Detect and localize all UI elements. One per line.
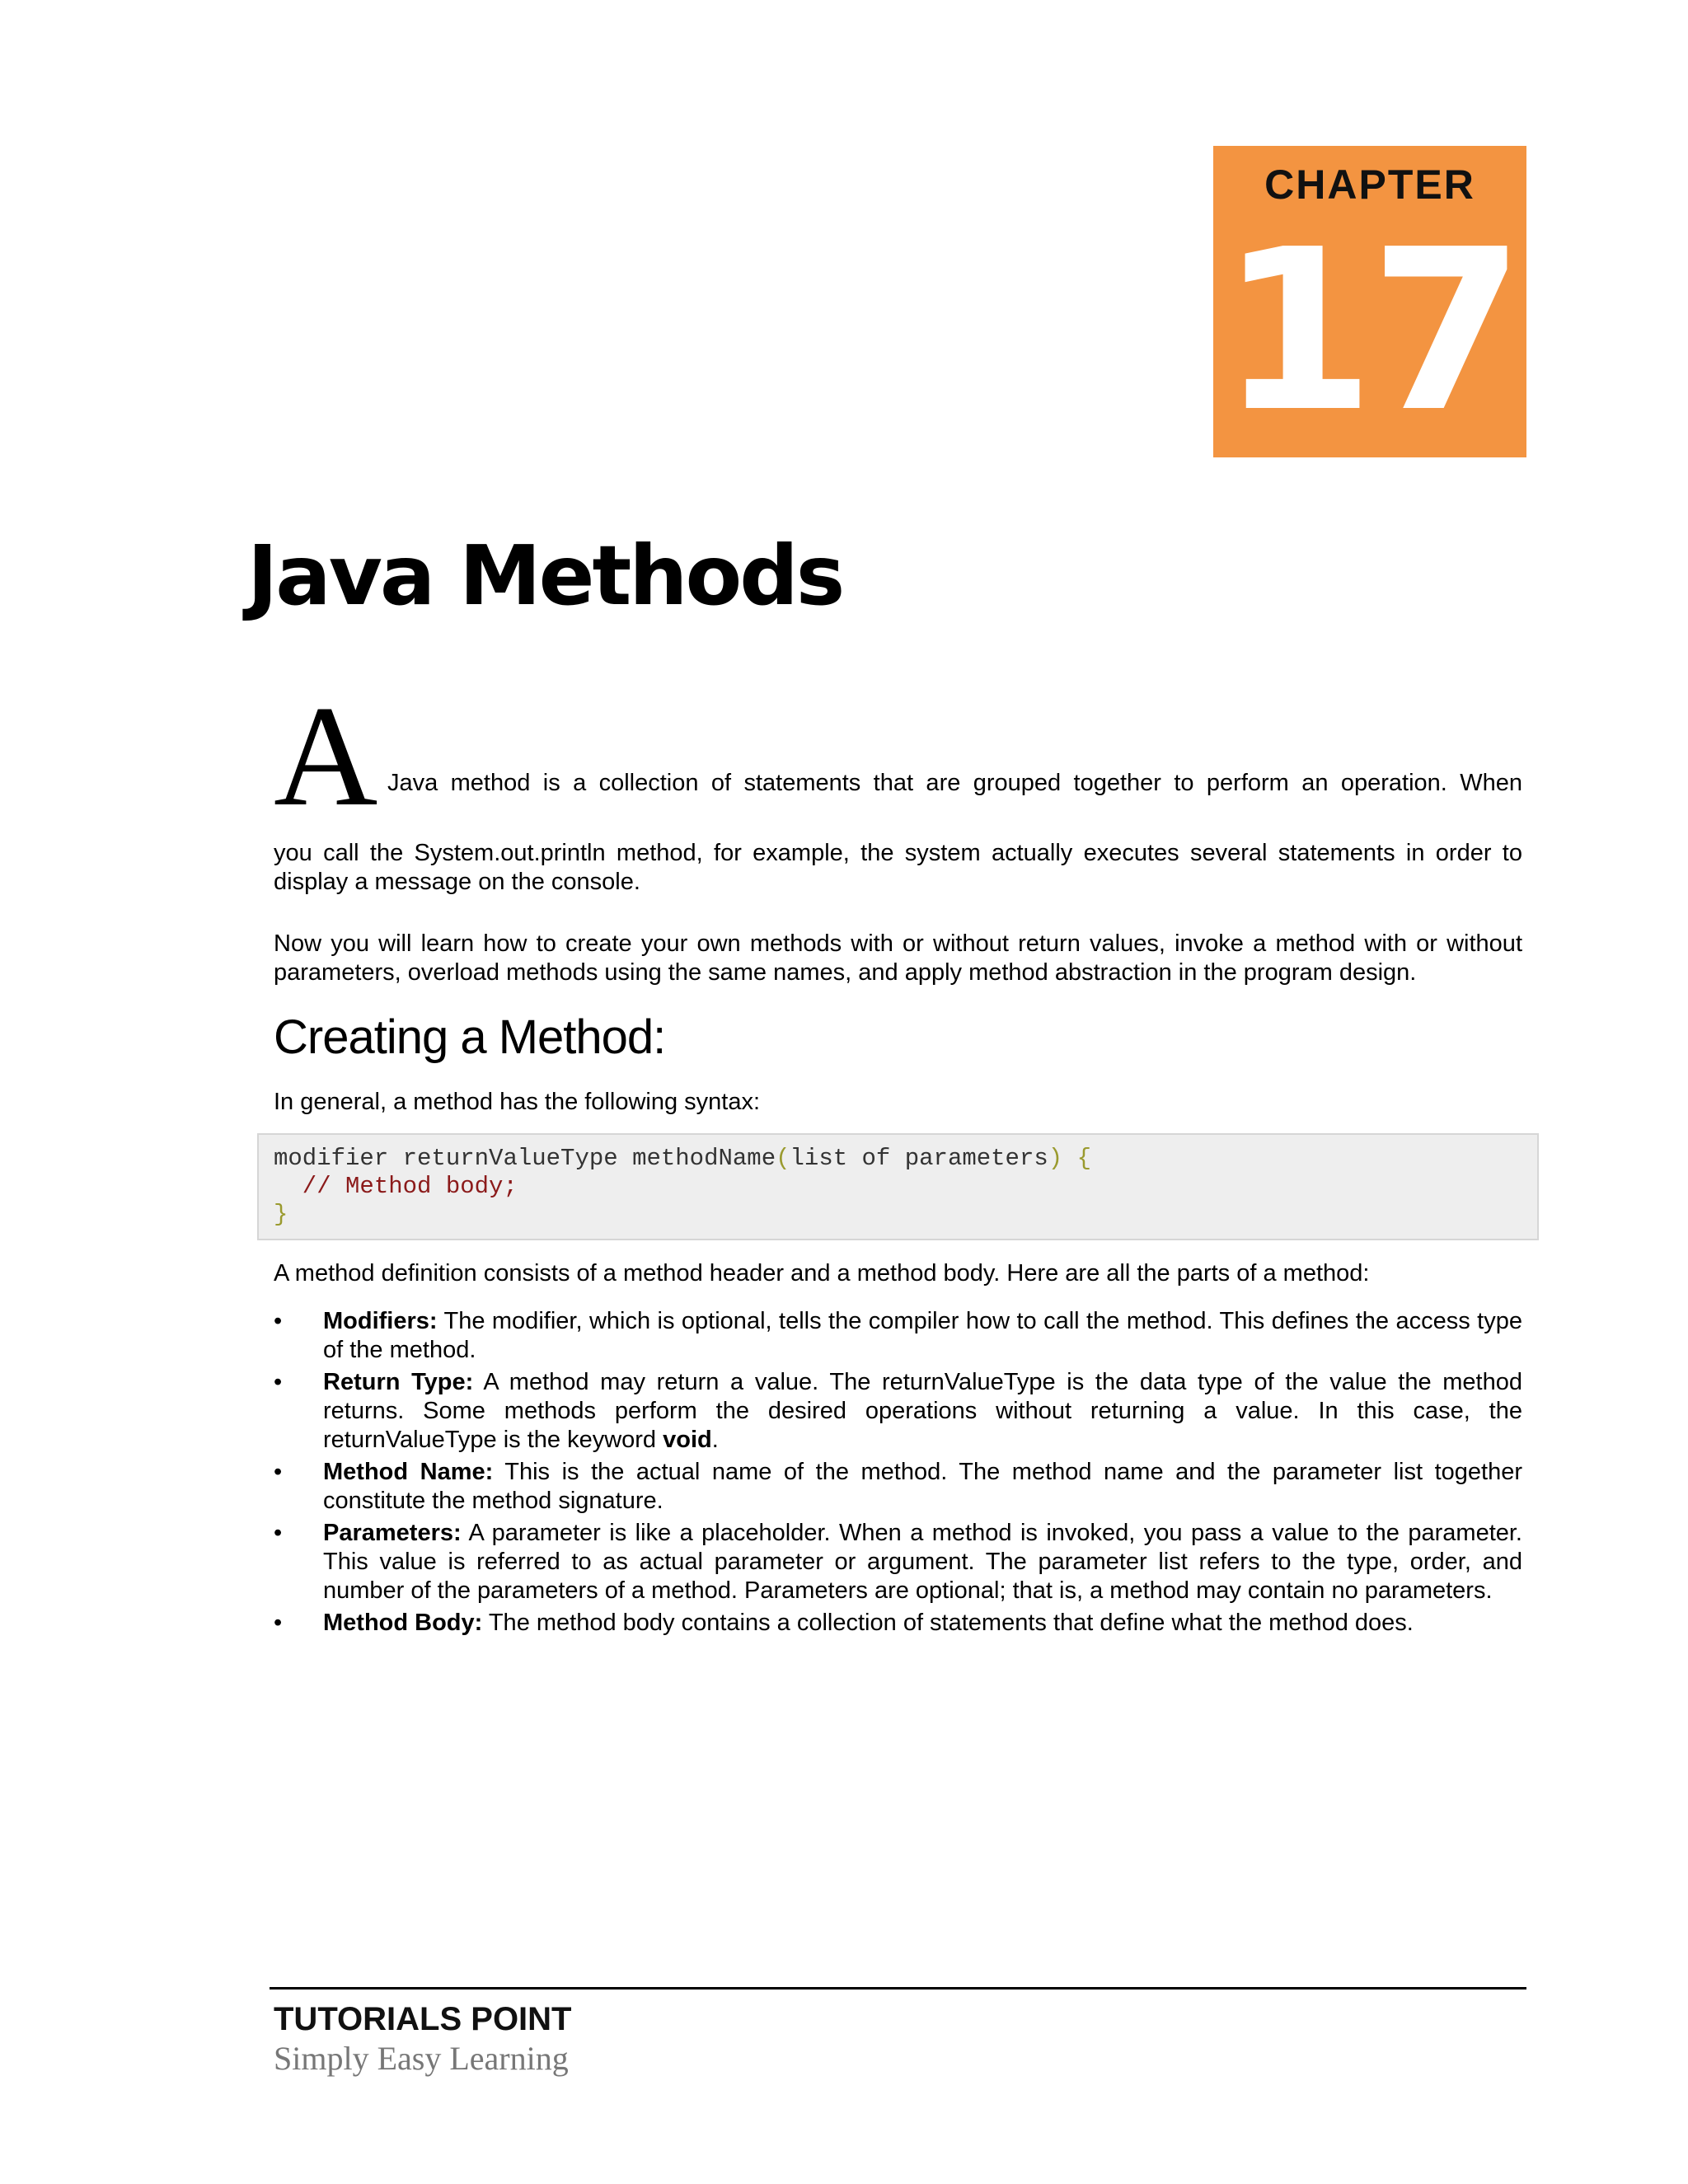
list-item-method-name — [274, 1458, 1522, 1516]
list-item-parameters — [274, 1519, 1522, 1605]
code-brace-close: } — [274, 1201, 288, 1228]
definition-intro: A method definition consists of a method header and a method body. Here are all the parts of a method: — [274, 1260, 1370, 1286]
desc-parameters: A parameter is like a placeholder. When a method is invoked, you pass a value to the parameter. This value is referred to as actual parameter or argument. The parameter list refers to the type, order, and number of the parameters of a method. Parameters are optional; that is, a method may contain no parameters. — [323, 1520, 1522, 1604]
code-paren-open: ( — [776, 1145, 790, 1172]
term-method-name: Method Name: — [323, 1459, 494, 1485]
chapter-label: CHAPTER — [1264, 162, 1475, 208]
bullet: • — [274, 1369, 283, 1395]
desc-return-type: A method may return a value. The returnValueType is the data type of the value the method returns. Some methods perform the desired operations without returning a value. In this case, the returnValueType is the keyword — [323, 1369, 1523, 1453]
footer-tagline: Simply Easy Learning — [274, 2040, 569, 2077]
list-item-return-type — [274, 1368, 1522, 1455]
bullet: • — [274, 1520, 283, 1546]
keyword-void: void — [663, 1427, 712, 1453]
page-title: Java Methods — [247, 527, 843, 624]
section-heading: Creating a Method: — [274, 1010, 666, 1064]
term-modifiers: Modifiers: — [323, 1308, 438, 1334]
bullet: • — [274, 1459, 283, 1485]
list-item-method-body — [274, 1609, 1522, 1638]
chapter-number: 17 — [1220, 201, 1520, 461]
desc-method-body: The method body contains a collection of statements that define what the method does. — [482, 1610, 1414, 1636]
code-comment: // Method body; — [274, 1173, 518, 1200]
chapter-badge — [1213, 146, 1526, 461]
code-paren-close: ) { — [1048, 1145, 1091, 1172]
method-parts-list — [274, 1307, 1522, 1641]
intro-paragraph-2: Now you will learn how to create your own methods with or without return values, invoke a method with or without parameters, overload methods using the same names, and apply method abstraction in the program design. — [274, 930, 1522, 986]
code-params: list of parameters — [790, 1145, 1048, 1172]
footer-brand: TUTORIALS POINT — [274, 2001, 572, 2037]
list-item-modifiers — [274, 1307, 1522, 1365]
term-method-body: Method Body: — [323, 1610, 483, 1636]
term-parameters: Parameters: — [323, 1520, 462, 1546]
desc-return-type-tail: . — [711, 1427, 719, 1453]
desc-modifiers: The modifier, which is optional, tells the compiler how to call the method. This defines the access type of the method. — [323, 1308, 1522, 1363]
bullet: • — [274, 1308, 283, 1334]
drop-cap: A — [274, 676, 378, 836]
footer-divider — [270, 1987, 1526, 1990]
code-signature: modifier returnValueType methodName — [274, 1145, 776, 1172]
intro-first-line: Java method is a collection of statements that are grouped together to perform an operation. When — [387, 770, 1522, 796]
term-return-type: Return Type: — [323, 1369, 474, 1395]
bullet: • — [274, 1610, 283, 1636]
syntax-intro: In general, a method has the following syntax: — [274, 1089, 761, 1115]
intro-paragraph-continued: you call the System.out.println method, for example, the system actually executes several statements in order to display a message on the console. — [274, 840, 1522, 895]
desc-method-name: This is the actual name of the method. The method name and the parameter list together constitute the method signature. — [323, 1459, 1522, 1514]
code-block — [257, 1133, 1539, 1240]
